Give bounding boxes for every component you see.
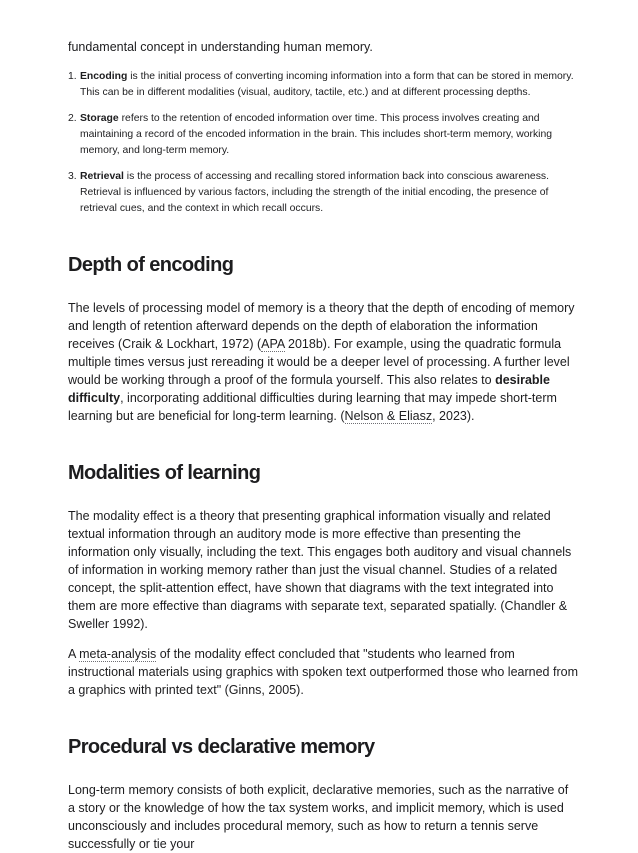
list-item: [68, 69, 578, 101]
memory-process-list: [68, 69, 578, 217]
heading-procedural-vs-declarative: Procedural vs declarative memory: [68, 736, 375, 758]
list-text: refers to the retention of encoded information over time. This process involves creating and maintaining a record of the encoded information in the brain. This includes short-term memory, working memory, and long-term memory.: [80, 113, 553, 156]
modalities-paragraph-1: The modality effect is a theory that presenting graphical information visually and related textual information through an auditory mode is more effective than presenting the information only visually, including the text. This engages both auditory and visual channels of information in working memory rather than just the visual channel. Studies of a related concept, the split-attention effect, have shown that diagrams with the text integrated into them are more effective than diagrams with separate text, separated spatially. (Chandler & Sweller 1992).: [68, 509, 572, 631]
depth-text-3: , incorporating additional difficulties during learning that may impede short-term learning but are beneficial for long-term learning. (: [68, 391, 557, 423]
intro-text: fundamental concept in understanding human memory.: [68, 40, 373, 54]
procedural-paragraph: Long-term memory consists of both explicit, declarative memories, such as the narrative of a story or the knowledge of how the tax system works, and implicit memory, which is used unconsciously and includes procedural memory, such as how to return a tennis serve successfully or tie your: [68, 783, 569, 851]
list-item: [68, 169, 578, 217]
meta-analysis-link[interactable]: meta-analysis: [79, 647, 157, 661]
list-text: is the process of accessing and recalling stored information back into conscious awareness. Retrieval is influenced by various factors, including the strength of the initial encoding, the presence of retrieval cues, and the context in which recall occurs.: [80, 171, 549, 214]
list-number: 3.: [68, 171, 77, 182]
depth-text-2: 2018b). For example, using the quadratic formula multiple times versus just rereading it would be a deeper level of processing. A further level would be working through a proof of the formula yourself. This also relates to: [68, 337, 570, 387]
depth-text-1: The levels of processing model of memory is a theory that the depth of encoding of memory and length of retention afterward depends on the depth of elaboration the information receives (Craik & Lockhart, 1972) (: [68, 301, 575, 351]
list-number: 2.: [68, 113, 77, 124]
nelson-eliasz-link[interactable]: Nelson & Eliasz: [344, 409, 433, 423]
list-number: 1.: [68, 71, 77, 82]
list-term: Storage: [80, 113, 119, 124]
list-term: Retrieval: [80, 171, 124, 182]
modalities-paragraph-2: [68, 645, 578, 699]
article-body: [68, 38, 578, 853]
depth-paragraph: [68, 299, 578, 425]
modalities-text-a: A: [68, 647, 80, 661]
apa-link[interactable]: APA: [261, 337, 285, 351]
modalities-text-b: of the modality effect concluded that "students who learned from instructional materials using graphics with spoken text outperformed those who learned from a graphics with printed text" (Ginns, 2005).: [68, 647, 578, 697]
desirable-difficulty-term: desirable difficulty: [68, 373, 550, 405]
list-term: Encoding: [80, 71, 128, 82]
list-text: is the initial process of converting incoming information into a form that can be stored in memory. This can be in different modalities (visual, auditory, tactile, etc.) and at different processing depths.: [80, 71, 574, 98]
list-item: [68, 111, 578, 159]
depth-text-4: , 2023).: [432, 409, 475, 423]
heading-depth-of-encoding: Depth of encoding: [68, 254, 234, 276]
heading-modalities-of-learning: Modalities of learning: [68, 462, 261, 484]
